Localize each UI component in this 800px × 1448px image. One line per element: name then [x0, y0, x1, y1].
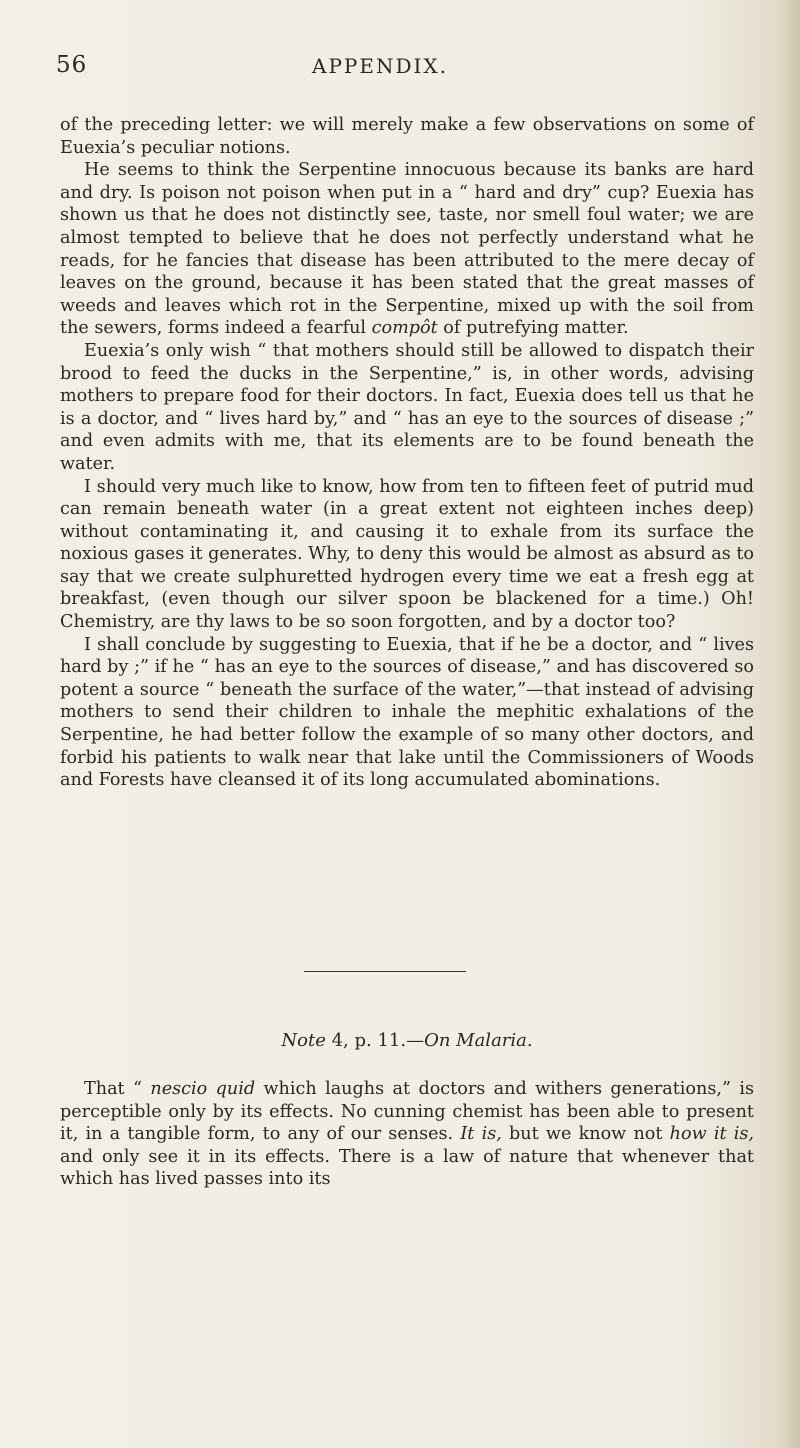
paragraph-text: He seems to think the Serpentine innocuous because its banks are hard and dry. Is poison not poison when put in a “ hard and dry” cup? Euexia has shown us that he does not distinctly see, taste, nor smell foul water; we are almost tempted to believe that he does not perfectly understand what he reads, for he fancies that disease has been attributed to the mere decay of leaves on the ground, because it has been stated that the great masses of weeds and leaves which rot in the Serpentine, mixed up with the soil from the sewers, forms indeed a fearful	[60, 160, 754, 339]
note-heading	[60, 1030, 754, 1051]
italic-phrase: nescio quid	[150, 1079, 256, 1099]
section-divider	[304, 971, 466, 972]
italic-phrase: how it is,	[669, 1124, 754, 1145]
paragraph-mothers: Euexia’s only wish “ that mothers should still be allowed to dispatch their brood to feed the ducks in the Serpentine,” is, in other words, advising mothers to prepare food for their doctors. In fact, Euexia does tell us that he is a doctor, and “ lives hard by,” and “ has an eye to the sources of disease ;” and even admits with me, that its elements are to be found beneath the water.	[60, 340, 754, 474]
page-number: 56	[56, 52, 88, 78]
paragraph-putrid-mud: I should very much like to know, how from ten to fifteen feet of putrid mud can remain beneath water (in a great extent not eighteen inches deep) without contaminating it, and causing it to exhale from its surface the noxious gases it generates. Why, to deny this would be almost as absurd as to say that we create sulphuretted hydrogen every time we eat a fresh egg at breakfast, (even though our silver spoon be blackened for a time.) Oh! Chemistry, are thy laws to be so soon forgotten, and by a doctor too?	[60, 476, 754, 633]
paragraph-text: but we know not	[501, 1124, 670, 1145]
page-header	[56, 52, 756, 86]
note-body	[60, 1078, 754, 1191]
paragraph-continuation: of the preceding letter: we will merely make a few observations on some of Euexia’s peculiar notions.	[60, 115, 754, 158]
running-head: APPENDIX.	[312, 54, 448, 78]
paragraph-malaria	[60, 1078, 754, 1191]
page-edge-shadow	[782, 0, 800, 1448]
note-label: Note	[281, 1030, 326, 1051]
note-reference: 4, p. 11.—	[325, 1030, 425, 1051]
paragraph-serpentine	[60, 159, 754, 340]
italic-word: compôt	[371, 318, 438, 339]
italic-phrase: It is,	[460, 1124, 502, 1145]
paragraph-text: and only see it in its effects. There is a law of nature that whenever that which has lived passes into its	[60, 1146, 754, 1190]
paragraph-text: That “	[84, 1079, 151, 1099]
paragraph-text: which laughs at doctors and withers generations,” is perceptible only by its effects. No cunning chemist has been able to present it, in a tangible form, to any of our senses.	[60, 1079, 755, 1145]
paragraph-conclusion: I shall conclude by suggesting to Euexia, that if he be a doctor, and “ lives hard by ;” if he “ has an eye to the sources of disease,” and has discovered so potent a source “ beneath the surface of the water,”—that instead of advising mothers to send their children to inhale the mephitic exhalations of the Serpentine, he had better follow the example of so many other doctors, and forbid his patients to walk near that lake until the Commissioners of Woods and Forests have cleansed it of its long accumulated abominations.	[60, 634, 754, 791]
note-title: On Malaria.	[424, 1030, 533, 1051]
letter-commentary	[60, 114, 754, 792]
paragraph-text: of putrefying matter.	[437, 318, 629, 339]
